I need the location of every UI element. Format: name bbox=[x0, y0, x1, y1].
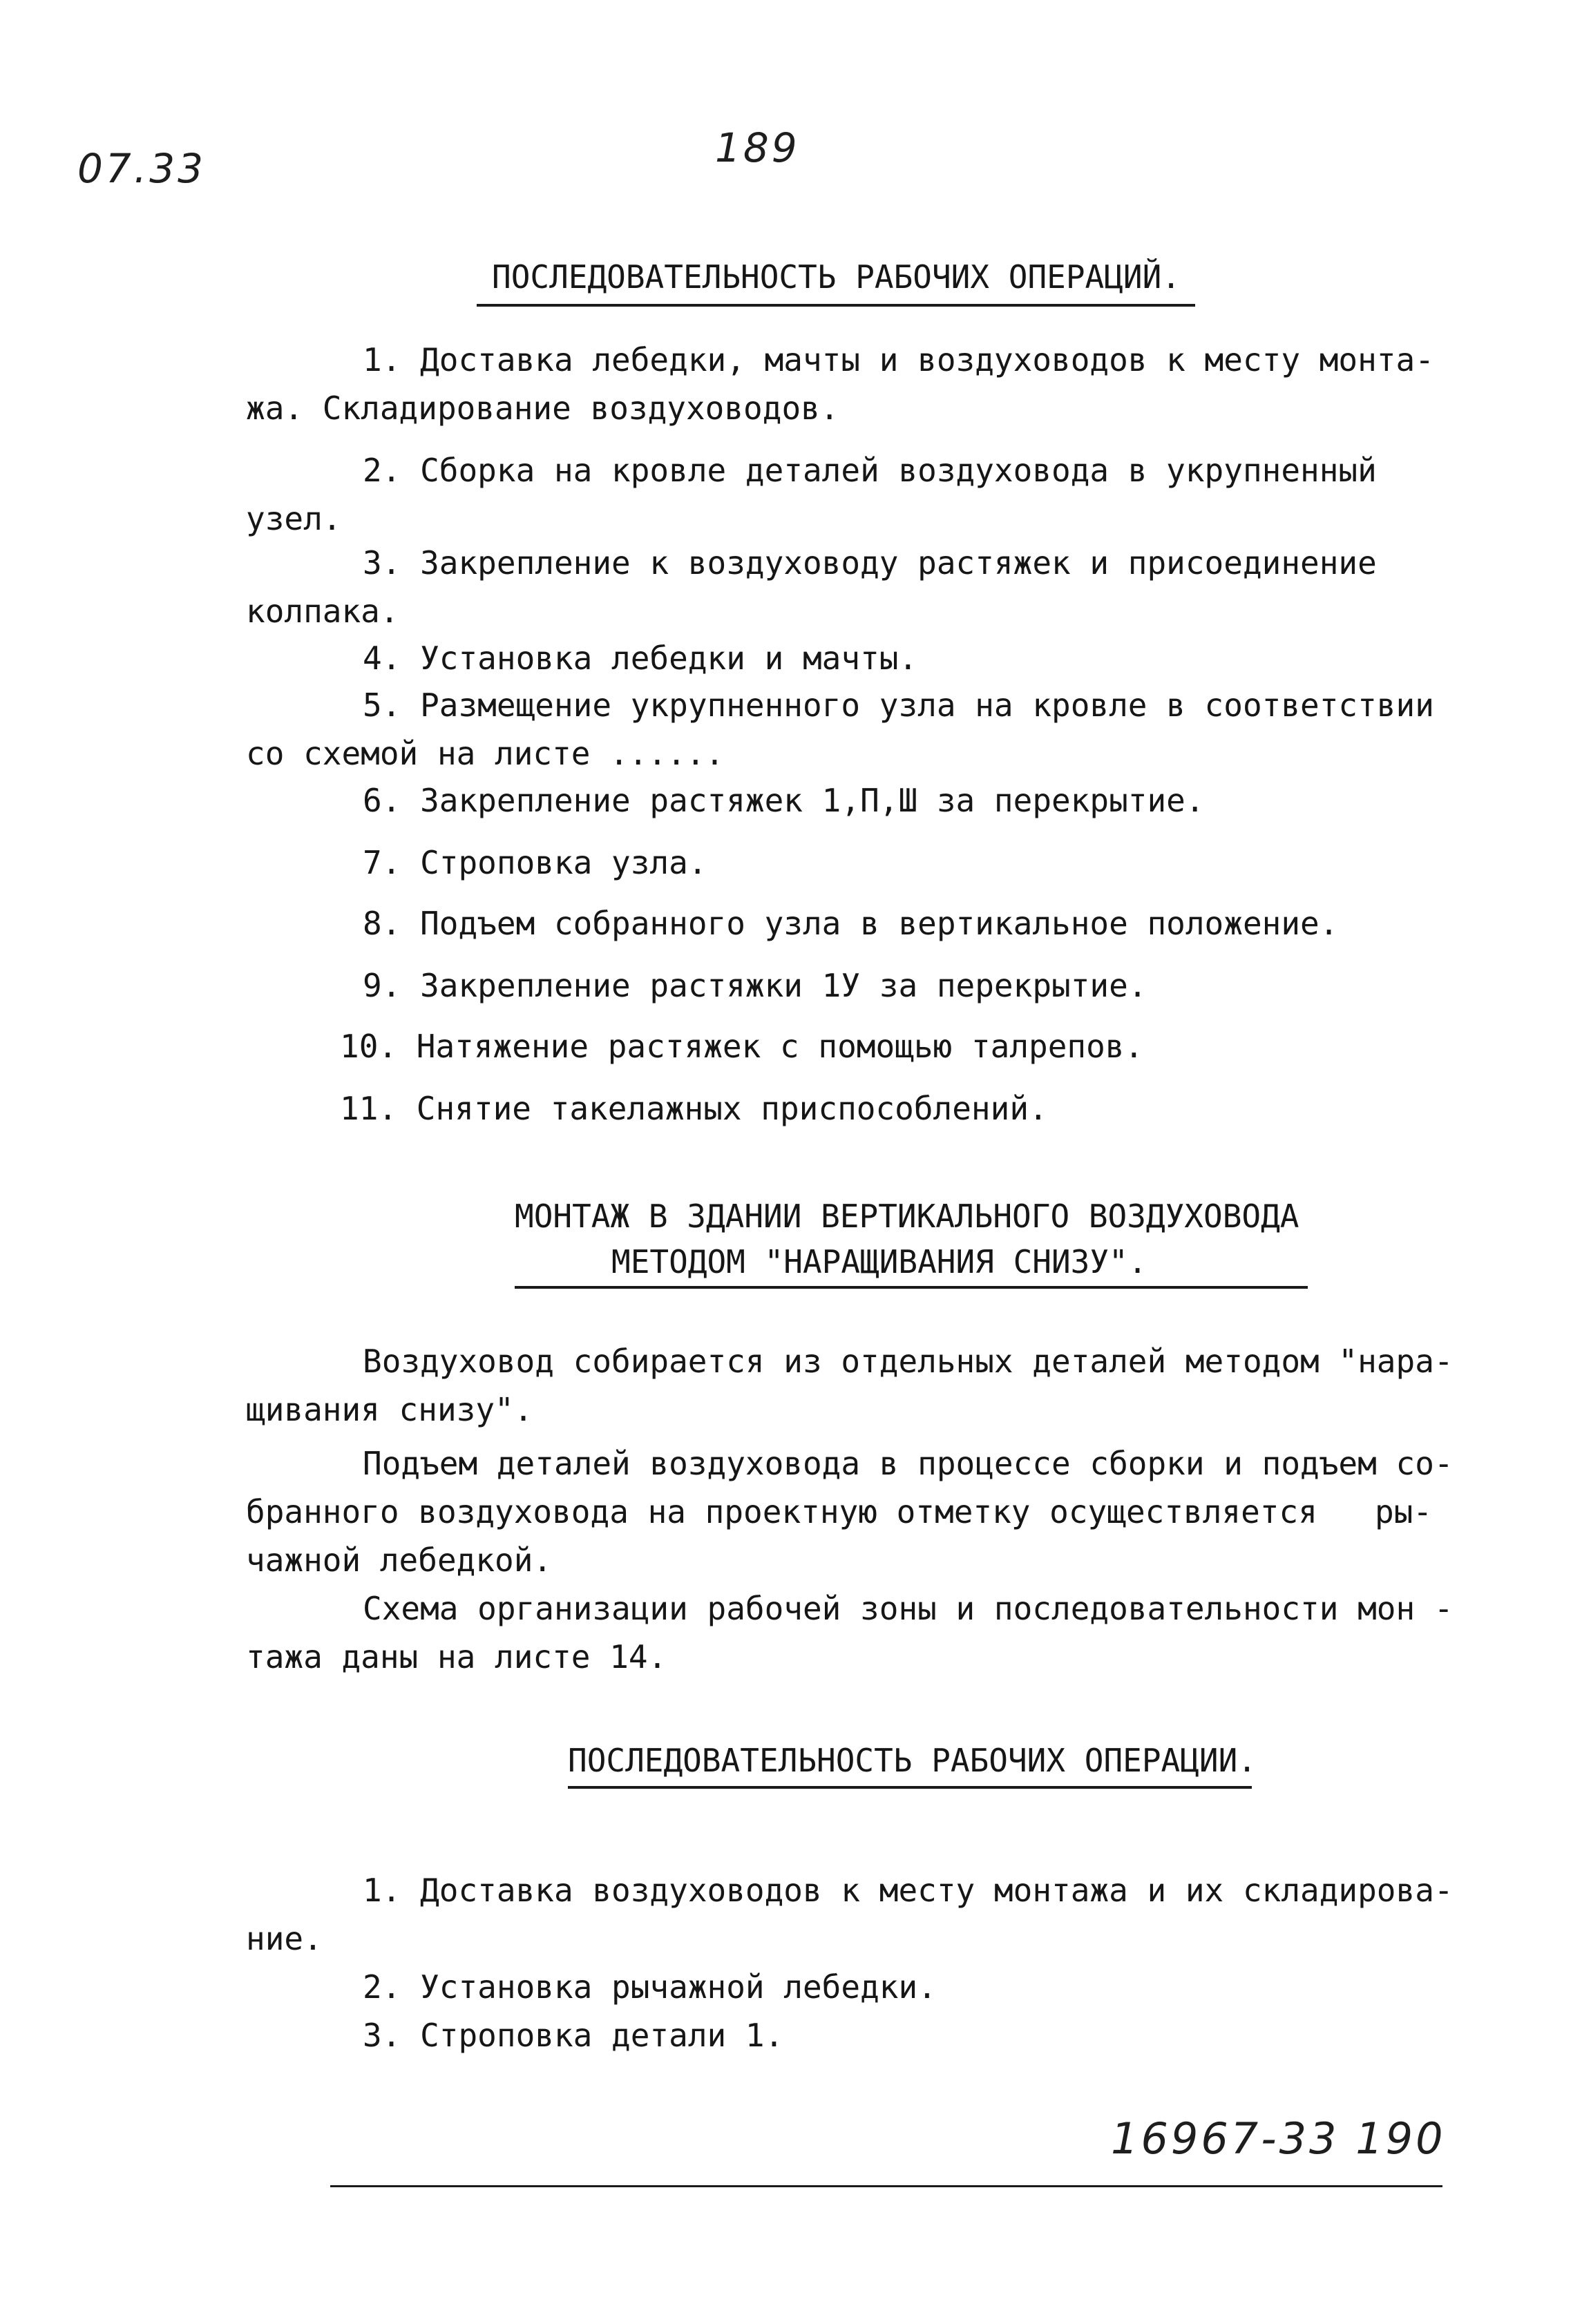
paragraph-line: Подъем деталей воздуховода в процессе сборки и подъем со- bbox=[363, 1445, 1454, 1482]
list-item: 6. Закрепление растяжек 1,П,Ш за перекрытие. bbox=[363, 782, 1205, 819]
list-item: 1. Доставка лебедки, мачты и воздуховодов к месту монта- bbox=[363, 341, 1434, 378]
list-item: 3. Закрепление к воздуховоду растяжек и присоединение bbox=[363, 544, 1377, 582]
list-item: 3. Строповка детали 1. bbox=[363, 2017, 784, 2054]
paragraph-line: Схема организации рабочей зоны и последовательности мон - bbox=[363, 1590, 1454, 1627]
footer-stamp: 16967-33 190 bbox=[1111, 2113, 1446, 2164]
list-item-continuation: ние. bbox=[246, 1920, 323, 1957]
section1-title-underline bbox=[477, 304, 1195, 307]
paragraph-line: чажной лебедкой. bbox=[246, 1542, 553, 1579]
list-item: 1. Доставка воздуховодов к месту монтажа и их складирова- bbox=[363, 1872, 1454, 1909]
list-item-continuation: жа. Складирование воздуховодов. bbox=[246, 390, 839, 427]
footer-rule bbox=[330, 2185, 1442, 2187]
section1-title: ПОСЛЕДОВАТЕЛЬНОСТЬ РАБОЧИХ ОПЕРАЦИЙ. bbox=[492, 258, 1181, 296]
list-item-continuation: со схемой на листе ...... bbox=[246, 735, 725, 772]
paragraph-line: Воздуховод собирается из отдельных деталей методом "нара- bbox=[363, 1343, 1454, 1380]
paragraph-line: бранного воздуховода на проектную отметку осуществляется ры- bbox=[246, 1493, 1433, 1530]
list-item: 10. Натяжение растяжек с помощью талрепов. bbox=[340, 1028, 1144, 1065]
section3-title: ПОСЛЕДОВАТЕЛЬНОСТЬ РАБОЧИХ ОПЕРАЦИИ. bbox=[568, 1742, 1257, 1779]
page-number: 189 bbox=[715, 124, 800, 171]
section2-title-line1: МОНТАЖ В ЗДАНИИ ВЕРТИКАЛЬНОГО ВОЗДУХОВОДА bbox=[515, 1198, 1299, 1235]
list-item: 2. Сборка на кровле деталей воздуховода в укрупненный bbox=[363, 452, 1377, 489]
paragraph-line: тажа даны на листе 14. bbox=[246, 1638, 667, 1675]
list-item: 11. Снятие такелажных приспособлений. bbox=[340, 1090, 1048, 1127]
list-item: 2. Установка рычажной лебедки. bbox=[363, 1968, 937, 2006]
list-item: 8. Подъем собранного узла в вертикальное положение. bbox=[363, 905, 1339, 942]
list-item: 9. Закрепление растяжки 1У за перекрытие. bbox=[363, 967, 1147, 1004]
section2-title-line2: МЕТОДОМ "НАРАЩИВАНИЯ СНИЗУ". bbox=[611, 1243, 1147, 1280]
corner-code: 07.33 bbox=[77, 145, 207, 192]
list-item: 4. Установка лебедки и мачты. bbox=[363, 640, 918, 677]
list-item: 5. Размещение укрупненного узла на кровле в соответствии bbox=[363, 686, 1434, 724]
paragraph-line: щивания снизу". bbox=[246, 1391, 533, 1428]
list-item: 7. Строповка узла. bbox=[363, 844, 707, 881]
list-item-continuation: колпака. bbox=[246, 593, 399, 630]
section2-title-underline bbox=[515, 1286, 1308, 1289]
list-item-continuation: узел. bbox=[246, 500, 342, 537]
section3-title-underline bbox=[568, 1786, 1252, 1789]
